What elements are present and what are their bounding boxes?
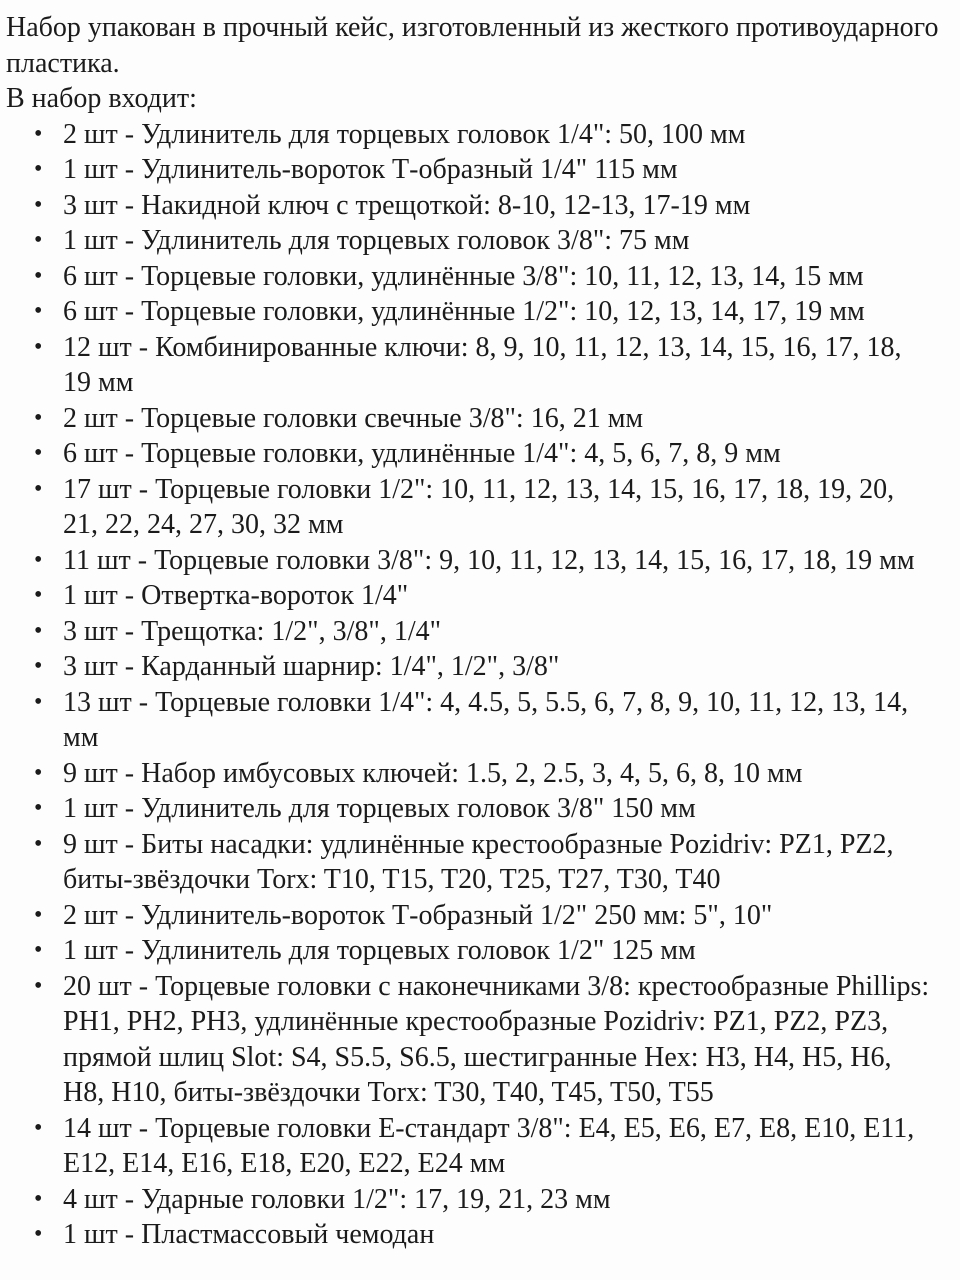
bullet-icon: • [34, 937, 43, 963]
bullet-icon: • [34, 546, 43, 573]
list-item-text: 17 шт - Торцевые головки 1/2": 10, 11, 12, 13, 14, 15, 16, 17, 18, 19, 20, 21, 22, 24, 27, 30, 32 мм [63, 473, 895, 540]
list-item [6, 401, 944, 437]
list-item [6, 827, 944, 898]
bullet-icon: • [34, 298, 43, 324]
list-item-text: 9 шт - Биты насадки: удлинённые крестообразные Pozidriv: PZ1, PZ2, биты-звёздочки Torx: T10, T15, T20, T25, T27, T30, T40 [63, 828, 894, 895]
bullet-icon: • [34, 262, 43, 289]
list-item-text: 6 шт - Торцевые головки, удлинённые 1/2": 10, 12, 13, 14, 17, 19 мм [63, 296, 865, 327]
list-item [6, 543, 944, 579]
list-item-text: 1 шт - Отвертка-вороток 1/4" [63, 580, 409, 611]
list-header: В набор входит: [6, 83, 197, 114]
list-item [6, 436, 944, 472]
bullet-icon: • [34, 653, 43, 679]
list-item-text: 6 шт - Торцевые головки, удлинённые 1/4": 4, 5, 6, 7, 8, 9 мм [63, 438, 781, 469]
list-item [6, 614, 944, 650]
bullet-icon: • [34, 440, 43, 466]
list-item [6, 1111, 944, 1182]
list-item [6, 969, 944, 1111]
bullet-icon: • [34, 475, 43, 502]
list-item-text: 2 шт - Торцевые головки свечные 3/8": 16, 21 мм [63, 402, 644, 434]
bullet-icon: • [34, 1221, 43, 1247]
list-item [6, 223, 944, 259]
list-item-text: 2 шт - Удлинитель для торцевых головок 1/4": 50, 100 мм [63, 118, 746, 150]
list-item-text: 4 шт - Ударные головки 1/2": 17, 19, 21, 23 мм [63, 1183, 611, 1215]
list-item [6, 898, 944, 934]
bullet-icon: • [34, 1185, 43, 1212]
list-item-text: 14 шт - Торцевые головки Е-стандарт 3/8": E4, E5, E6, E7, E8, E10, E11, E12, E14, E16, E18, E20, E22, E24 мм [63, 1112, 915, 1179]
bullet-icon: • [34, 759, 43, 786]
list-item-text: 1 шт - Удлинитель-вороток Т-образный 1/4" 115 мм [63, 154, 678, 185]
bullet-icon: • [34, 830, 43, 857]
list-item-text: 1 шт - Удлинитель для торцевых головок 3/8": 75 мм [63, 225, 690, 256]
list-item [6, 117, 944, 153]
list-item-text: 3 шт - Карданный шарнир: 1/4", 1/2", 3/8" [63, 651, 560, 682]
bullet-icon: • [34, 688, 43, 715]
bullet-icon: • [34, 795, 43, 821]
list-item [6, 330, 944, 401]
list-item [6, 1182, 944, 1218]
list-item-text: 12 шт - Комбинированные ключи: 8, 9, 10, 11, 12, 13, 14, 15, 16, 17, 18, 19 мм [63, 331, 902, 398]
bullet-icon: • [34, 1114, 43, 1141]
bullet-icon: • [34, 617, 43, 644]
list-item [6, 472, 944, 543]
list-item [6, 1217, 944, 1253]
bullet-icon: • [34, 972, 43, 999]
list-item-text: 1 шт - Удлинитель для торцевых головок 3/8" 150 мм [63, 793, 696, 824]
list-item-text: 3 шт - Накидной ключ с трещоткой: 8-10, 12-13, 17-19 мм [63, 189, 751, 221]
list-item [6, 152, 944, 188]
list-item [6, 649, 944, 685]
list-item-text: 13 шт - Торцевые головки 1/4": 4, 4.5, 5, 5.5, 6, 7, 8, 9, 10, 11, 12, 13, 14, мм [63, 686, 909, 753]
list-item [6, 578, 944, 614]
list-item-text: 6 шт - Торцевые головки, удлинённые 3/8": 10, 11, 12, 13, 14, 15 мм [63, 260, 864, 292]
contents-list [6, 117, 944, 1253]
list-item-text: 20 шт - Торцевые головки с наконечниками 3/8: крестообразные Phillips: PH1, PH2, PH3, удлинённые крестообразные Pozidriv: PZ1, PZ2, PZ3, прямой шлиц Slot: S4, S5.5, S6.5, шестигранные Hex: H3, H4, H5, H6, H8, H10, биты-звёздочки Torx: T30, T40, T45, T50, T55 [63, 970, 930, 1108]
list-item [6, 294, 944, 330]
list-item [6, 259, 944, 295]
bullet-icon: • [34, 191, 43, 218]
list-item-text: 1 шт - Пластмассовый чемодан [63, 1219, 435, 1250]
list-item [6, 756, 944, 792]
bullet-icon: • [34, 333, 43, 360]
bullet-icon: • [34, 120, 43, 147]
list-item-text: 1 шт - Удлинитель для торцевых головок 1/2" 125 мм [63, 935, 696, 966]
list-item [6, 933, 944, 969]
list-item-text: 3 шт - Трещотка: 1/2", 3/8", 1/4" [63, 615, 442, 647]
list-item-text: 9 шт - Набор имбусовых ключей: 1.5, 2, 2.5, 3, 4, 5, 6, 8, 10 мм [63, 757, 803, 789]
list-item [6, 791, 944, 827]
list-item [6, 685, 944, 756]
list-item [6, 188, 944, 224]
list-item-text: 11 шт - Торцевые головки 3/8": 9, 10, 11, 12, 13, 14, 15, 16, 17, 18, 19 мм [63, 544, 915, 576]
bullet-icon: • [34, 227, 43, 253]
intro-paragraph: Набор упакован в прочный кейс, изготовленный из жесткого противоударного пластика. [6, 12, 939, 79]
bullet-icon: • [34, 404, 43, 431]
list-item-text: 2 шт - Удлинитель-вороток Т-образный 1/2" 250 мм: 5", 10" [63, 899, 773, 931]
bullet-icon: • [34, 582, 43, 608]
bullet-icon: • [34, 901, 43, 928]
bullet-icon: • [34, 156, 43, 182]
